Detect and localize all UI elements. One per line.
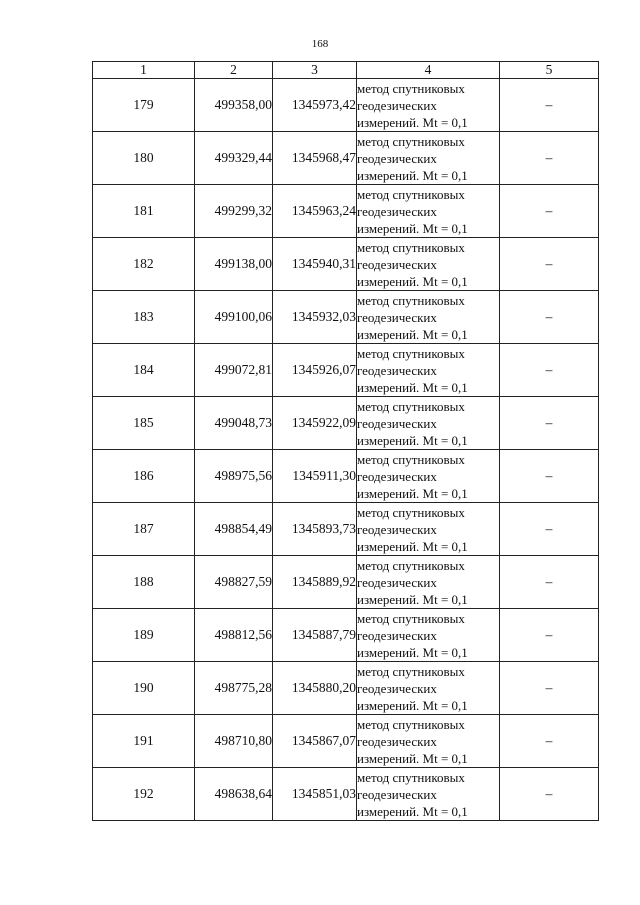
note-cell: – (500, 609, 599, 662)
table-row (93, 503, 599, 556)
point-number-cell: 183 (93, 291, 195, 344)
x-coordinate-cell: 499329,44 (195, 132, 273, 185)
method-cell (357, 450, 500, 503)
method-line: измерений. Mt = 0,1 (357, 220, 468, 236)
table-row (93, 609, 599, 662)
method-cell (357, 344, 500, 397)
y-coordinate-cell: 1345851,03 (273, 768, 357, 821)
column-header-5: 5 (500, 62, 599, 79)
method-cell (357, 503, 500, 556)
point-number-cell: 185 (93, 397, 195, 450)
y-coordinate-cell: 1345887,79 (273, 609, 357, 662)
note-cell: – (500, 450, 599, 503)
y-coordinate-cell: 1345968,47 (273, 132, 357, 185)
table-row (93, 344, 599, 397)
y-coordinate-cell: 1345889,92 (273, 556, 357, 609)
method-line: измерений. Mt = 0,1 (357, 326, 468, 342)
note-cell: – (500, 715, 599, 768)
point-number-cell: 184 (93, 344, 195, 397)
point-number-cell: 186 (93, 450, 195, 503)
method-line: измерений. Mt = 0,1 (357, 379, 468, 395)
method-line: метод спутниковых (357, 133, 465, 149)
y-coordinate-cell: 1345922,09 (273, 397, 357, 450)
note-cell: – (500, 185, 599, 238)
x-coordinate-cell: 498812,56 (195, 609, 273, 662)
column-header-2: 2 (195, 62, 273, 79)
column-header-1: 1 (93, 62, 195, 79)
x-coordinate-cell: 498975,56 (195, 450, 273, 503)
method-line: геодезических (357, 256, 437, 272)
method-line: метод спутниковых (357, 80, 465, 96)
note-cell: – (500, 238, 599, 291)
table-row (93, 450, 599, 503)
point-number-cell: 189 (93, 609, 195, 662)
method-line: измерений. Mt = 0,1 (357, 273, 468, 289)
note-cell: – (500, 291, 599, 344)
method-line: измерений. Mt = 0,1 (357, 432, 468, 448)
y-coordinate-cell: 1345880,20 (273, 662, 357, 715)
y-coordinate-cell: 1345940,31 (273, 238, 357, 291)
method-line: измерений. Mt = 0,1 (357, 591, 468, 607)
method-line: измерений. Mt = 0,1 (357, 114, 468, 130)
note-cell: – (500, 397, 599, 450)
coordinates-table (92, 61, 599, 821)
method-cell (357, 715, 500, 768)
method-line: метод спутниковых (357, 504, 465, 520)
method-cell (357, 397, 500, 450)
x-coordinate-cell: 498638,64 (195, 768, 273, 821)
method-cell (357, 556, 500, 609)
method-line: геодезических (357, 97, 437, 113)
point-number-cell: 180 (93, 132, 195, 185)
method-line: геодезических (357, 203, 437, 219)
page-number: 168 (311, 38, 329, 50)
table-row (93, 132, 599, 185)
method-line: метод спутниковых (357, 663, 465, 679)
table-row (93, 662, 599, 715)
x-coordinate-cell: 498854,49 (195, 503, 273, 556)
x-coordinate-cell: 499072,81 (195, 344, 273, 397)
method-cell (357, 132, 500, 185)
y-coordinate-cell: 1345911,30 (273, 450, 357, 503)
method-line: метод спутниковых (357, 345, 465, 361)
method-line: измерений. Mt = 0,1 (357, 750, 468, 766)
y-coordinate-cell: 1345973,42 (273, 79, 357, 132)
method-line: метод спутниковых (357, 769, 465, 785)
method-cell (357, 238, 500, 291)
point-number-cell: 188 (93, 556, 195, 609)
method-line: геодезических (357, 415, 437, 431)
method-cell (357, 662, 500, 715)
column-header-4: 4 (357, 62, 500, 79)
table-row (93, 79, 599, 132)
note-cell: – (500, 556, 599, 609)
method-cell (357, 768, 500, 821)
point-number-cell: 191 (93, 715, 195, 768)
table-row (93, 556, 599, 609)
method-line: геодезических (357, 150, 437, 166)
method-line: метод спутниковых (357, 557, 465, 573)
method-line: геодезических (357, 362, 437, 378)
y-coordinate-cell: 1345893,73 (273, 503, 357, 556)
table-row (93, 185, 599, 238)
method-line: геодезических (357, 733, 437, 749)
method-line: метод спутниковых (357, 239, 465, 255)
method-line: измерений. Mt = 0,1 (357, 697, 468, 713)
y-coordinate-cell: 1345932,03 (273, 291, 357, 344)
method-line: геодезических (357, 468, 437, 484)
note-cell: – (500, 132, 599, 185)
method-line: геодезических (357, 309, 437, 325)
method-line: измерений. Mt = 0,1 (357, 803, 468, 819)
method-line: геодезических (357, 680, 437, 696)
point-number-cell: 182 (93, 238, 195, 291)
method-cell (357, 609, 500, 662)
table-row (93, 715, 599, 768)
method-line: метод спутниковых (357, 398, 465, 414)
note-cell: – (500, 79, 599, 132)
point-number-cell: 179 (93, 79, 195, 132)
point-number-cell: 181 (93, 185, 195, 238)
table-row (93, 397, 599, 450)
method-cell (357, 185, 500, 238)
point-number-cell: 192 (93, 768, 195, 821)
x-coordinate-cell: 498775,28 (195, 662, 273, 715)
method-line: измерений. Mt = 0,1 (357, 644, 468, 660)
note-cell: – (500, 662, 599, 715)
note-cell: – (500, 344, 599, 397)
x-coordinate-cell: 499100,06 (195, 291, 273, 344)
y-coordinate-cell: 1345963,24 (273, 185, 357, 238)
x-coordinate-cell: 498827,59 (195, 556, 273, 609)
method-line: измерений. Mt = 0,1 (357, 538, 468, 554)
method-line: метод спутниковых (357, 186, 465, 202)
point-number-cell: 190 (93, 662, 195, 715)
table-row (93, 768, 599, 821)
table-row (93, 238, 599, 291)
table-row (93, 291, 599, 344)
method-line: метод спутниковых (357, 610, 465, 626)
method-line: геодезических (357, 521, 437, 537)
y-coordinate-cell: 1345926,07 (273, 344, 357, 397)
table-body (93, 79, 599, 821)
method-cell (357, 291, 500, 344)
note-cell: – (500, 768, 599, 821)
method-line: метод спутниковых (357, 292, 465, 308)
method-line: геодезических (357, 786, 437, 802)
method-line: измерений. Mt = 0,1 (357, 167, 468, 183)
method-line: метод спутниковых (357, 451, 465, 467)
x-coordinate-cell: 498710,80 (195, 715, 273, 768)
method-line: геодезических (357, 574, 437, 590)
method-cell (357, 79, 500, 132)
y-coordinate-cell: 1345867,07 (273, 715, 357, 768)
table-header-row (93, 62, 599, 79)
point-number-cell: 187 (93, 503, 195, 556)
method-line: геодезических (357, 627, 437, 643)
column-header-3: 3 (273, 62, 357, 79)
method-line: измерений. Mt = 0,1 (357, 485, 468, 501)
x-coordinate-cell: 499358,00 (195, 79, 273, 132)
x-coordinate-cell: 499138,00 (195, 238, 273, 291)
method-line: метод спутниковых (357, 716, 465, 732)
note-cell: – (500, 503, 599, 556)
x-coordinate-cell: 499299,32 (195, 185, 273, 238)
x-coordinate-cell: 499048,73 (195, 397, 273, 450)
